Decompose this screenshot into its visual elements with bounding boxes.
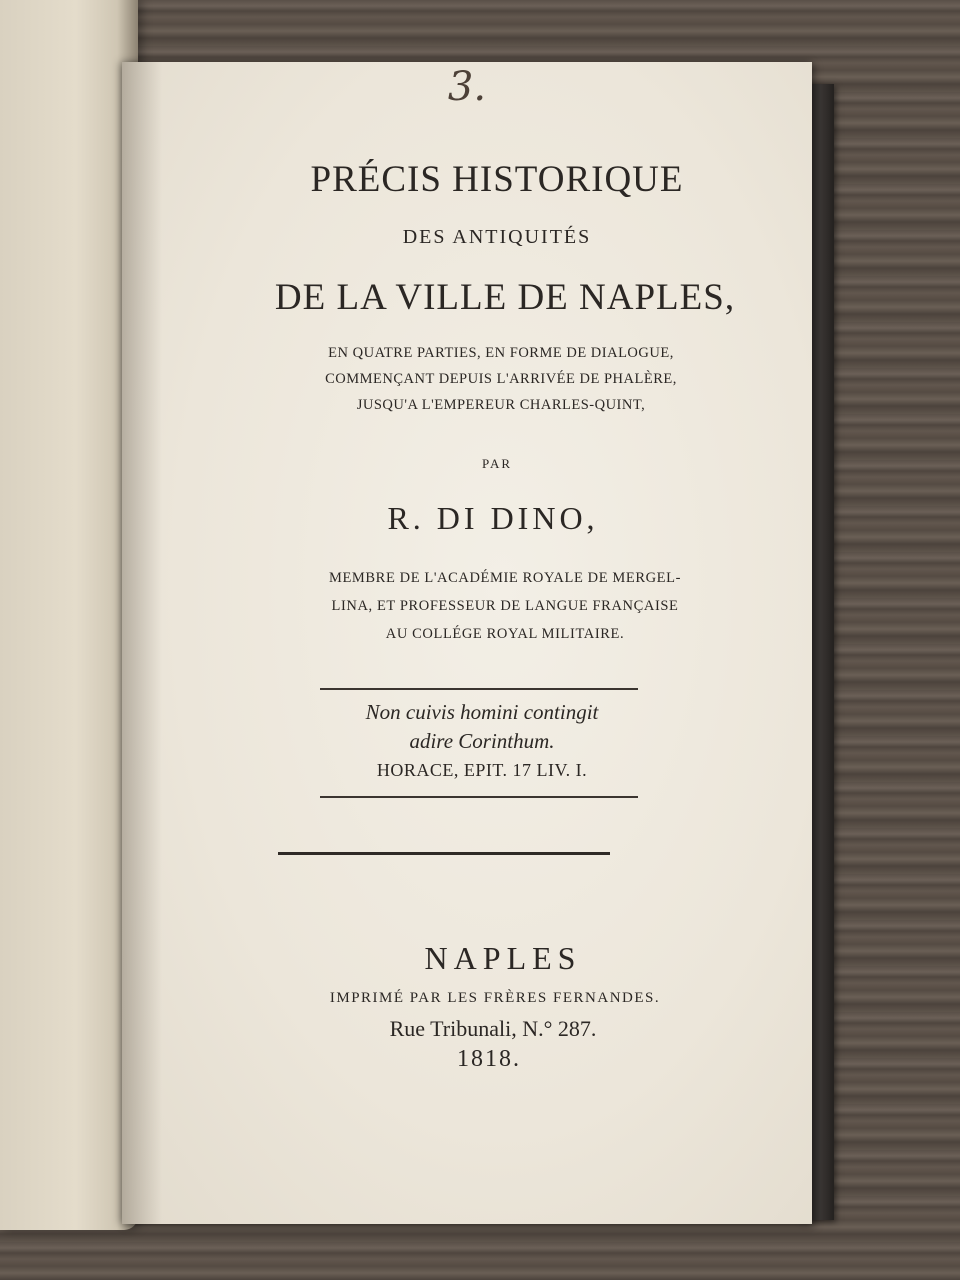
title-line-1: PRÉCIS HISTORIQUE — [310, 159, 684, 200]
section-divider-rule — [278, 852, 610, 855]
subtitle-line-2: COMMENÇANT DEPUIS L'ARRIVÉE DE PHALÈRE, — [325, 371, 677, 387]
affiliation-line-2: LINA, ET PROFESSEUR DE LANGUE FRANÇAISE — [331, 598, 679, 614]
handwritten-shelfmark: 3. — [447, 64, 487, 110]
epigraph-top-rule — [320, 688, 638, 690]
subtitle-line-1: EN QUATRE PARTIES, EN FORME DE DIALOGUE, — [328, 345, 674, 361]
subtitle — [156, 340, 846, 418]
imprint-printer: IMPRIMÉ PAR LES FRÈRES FERNANDES. — [329, 990, 661, 1006]
facing-left-page — [0, 0, 138, 1230]
title-page — [122, 62, 812, 1224]
author-name: R. DI DINO, — [387, 500, 599, 536]
epigraph-bottom-rule — [320, 796, 638, 798]
epigraph-source: HORACE, EPIT. 17 LIV. I. — [376, 760, 588, 780]
epigraph-line-2: adire Corinthum. — [409, 729, 555, 753]
epigraph-line-1: Non cuivis homini contingit — [365, 700, 599, 724]
affiliation-line-1: MEMBRE DE L'ACADÉMIE ROYALE DE MERGEL- — [328, 570, 682, 586]
epigraph — [322, 698, 642, 785]
imprint-year: 1818. — [457, 1046, 521, 1072]
imprint-place: NAPLES — [424, 940, 582, 976]
affiliation-line-3: AU COLLÉGE ROYAL MILITAIRE. — [385, 626, 625, 642]
title-line-3: DE LA VILLE DE NAPLES, — [274, 277, 736, 318]
author-affiliation — [160, 564, 850, 648]
imprint-address: Rue Tribunali, N.° 287. — [389, 1016, 597, 1041]
title-line-2: DES ANTIQUITÉS — [402, 226, 592, 248]
by-label: PAR — [481, 456, 513, 471]
subtitle-line-3: JUSQU'A L'EMPEREUR CHARLES-QUINT, — [356, 397, 646, 413]
